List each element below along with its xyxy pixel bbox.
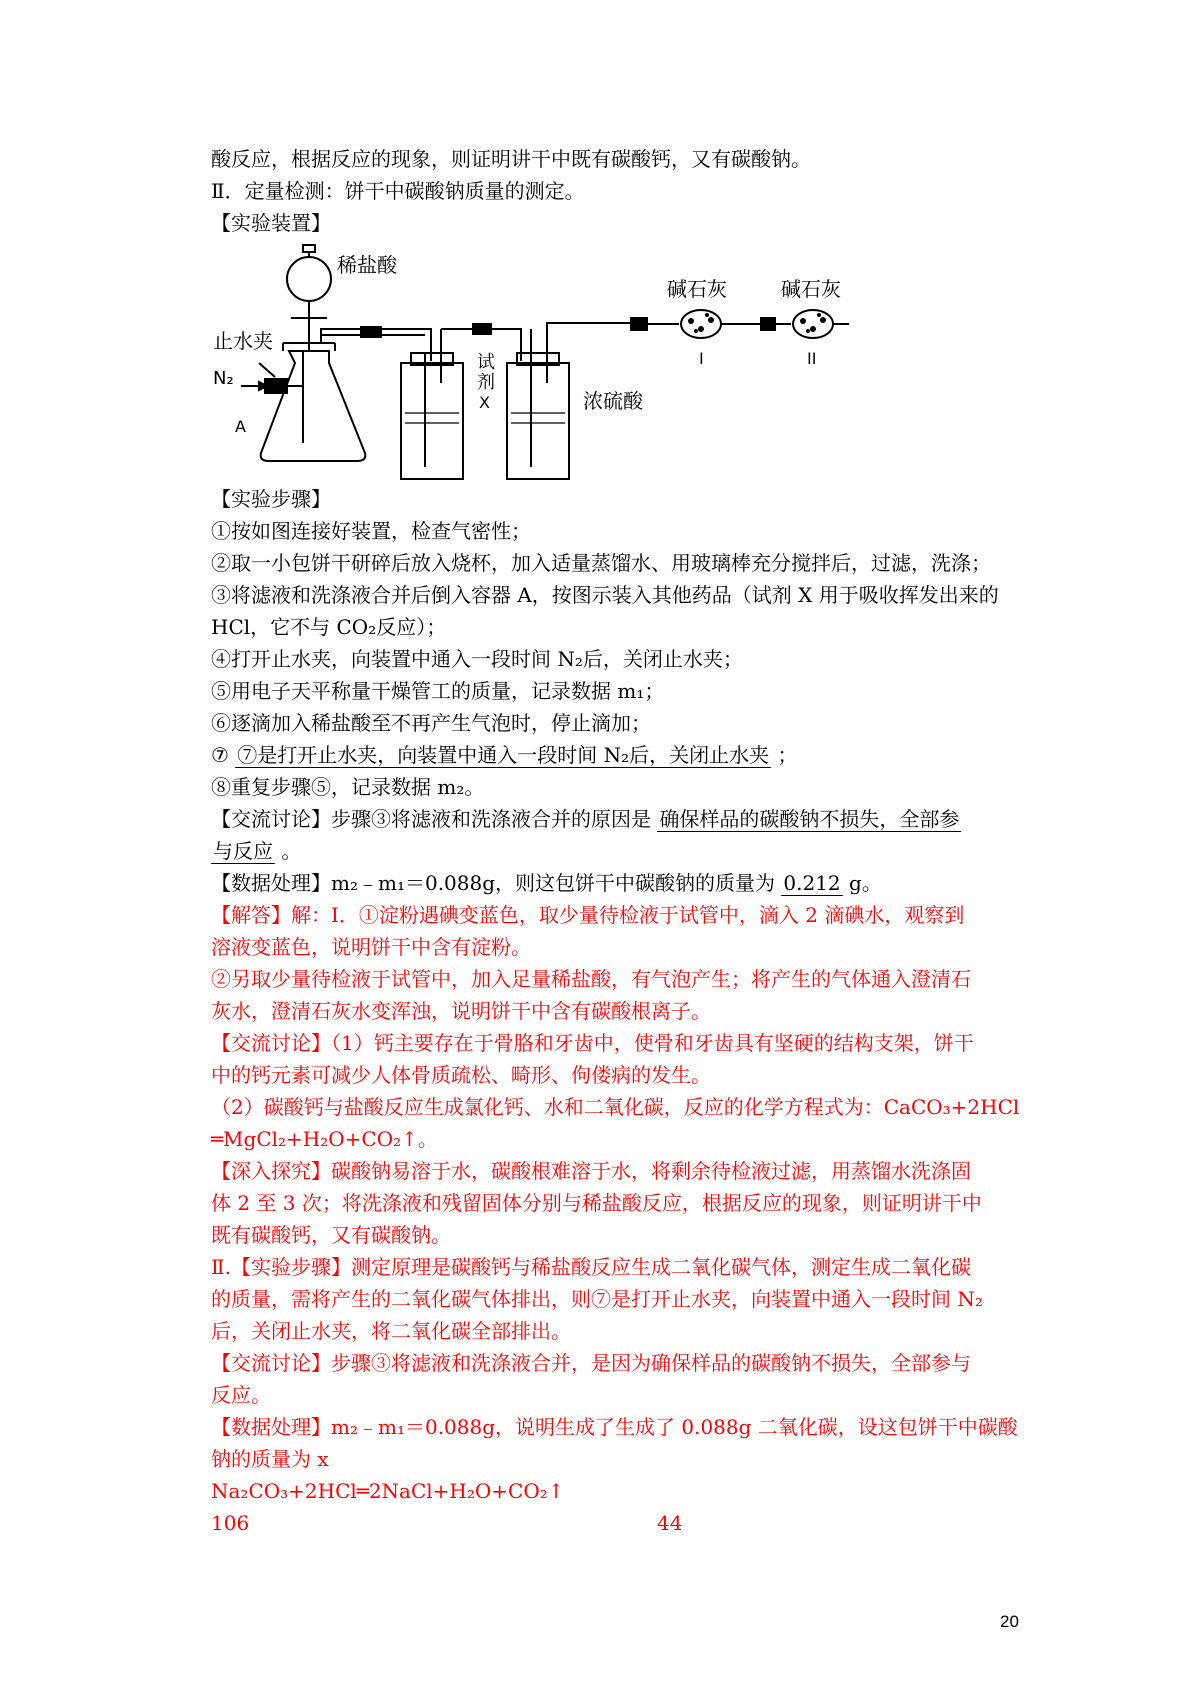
steps-heading: 【实验步骤】 (211, 487, 331, 511)
label-water-clamp: 止水夹 (213, 329, 273, 353)
label-reagent-x-2: 剂 (477, 372, 495, 393)
solution-block (211, 899, 1026, 1539)
solution-line: 的质量，需将产生的二氧化碳气体排出，则⑦是打开止水夹，向装置中通入一段时间 N₂ (211, 1287, 983, 1311)
step-7-suffix: ； (777, 743, 798, 767)
solution-line: 钠的质量为 x (211, 1447, 329, 1471)
label-reagent-x-3: X (479, 393, 490, 412)
solution-line: （2）碳酸钙与盐酸反应生成氯化钙、水和二氧化碳，反应的化学方程式为：CaCO₃+2HCl (211, 1095, 1020, 1119)
apparatus-drawing (211, 243, 851, 483)
step-3-line-1: ③将滤液和洗涤液合并后倒入容器 A，按图示装入其他药品（试剂 X 用于吸收挥发出来的 (211, 583, 999, 607)
label-tube-ii: II (807, 349, 817, 368)
step-2: ②取一小包饼干研碎后放入烧杯，加入适量蒸馏水、用玻璃棒充分搅拌后，过滤，洗涤； (211, 551, 991, 575)
discussion-answer-1: 确保样品的碳酸钠不损失，全部参 (659, 807, 960, 831)
bottle-h2so4 (507, 363, 569, 479)
solution-line: 灰水，澄清石灰水变浑浊，说明饼干中含有碳酸根离子。 (211, 999, 711, 1023)
solution-line: 【交流讨论】（1）钙主要存在于骨胳和牙齿中，使骨和牙齿具有坚硬的结构支架，饼干 (211, 1031, 974, 1055)
discussion-suffix: 。 (281, 839, 302, 863)
step-7 (211, 739, 1026, 771)
data-suffix: g。 (849, 871, 882, 895)
data-answer: 0.212 (783, 871, 841, 895)
step-1: ①按如图连接好装置，检查气密性； (211, 519, 531, 543)
page-content (211, 143, 1026, 1539)
solution-line: 【数据处理】m₂﹣m₁＝0.088g，说明生成了生成了 0.088g 二氧化碳，设这包饼干中碳酸 (211, 1415, 1018, 1439)
label-tube-i: I (699, 349, 704, 368)
solution-line: 既有碳酸钙，又有碳酸钠。 (211, 1223, 451, 1247)
label-soda-lime-2: 碱石灰 (781, 277, 841, 301)
section-title: Ⅱ．定量检测：饼干中碳酸钠质量的测定。 (211, 179, 585, 203)
discussion-line-1 (211, 803, 1026, 835)
discussion-line-2 (211, 835, 1026, 867)
apparatus-diagram (211, 243, 1026, 483)
solution-line: 【解答】解：Ⅰ．①淀粉遇碘变蓝色，取少量待检液于试管中，滴入 2 滴碘水，观察到 (211, 903, 965, 927)
molar-mass-co2: 44 (657, 1511, 683, 1535)
solution-line: ═MgCl₂+H₂O+CO₂↑。 (211, 1127, 438, 1151)
funnel-bulb (287, 257, 331, 301)
drying-tube-i (681, 310, 721, 338)
step-5: ⑤用电子天平称量干燥管工的质量，记录数据 m₁； (211, 679, 665, 703)
label-n2: N₂ (213, 368, 234, 389)
step-7-answer: ⑦是打开止水夹，向装置中通入一段时间 N₂后，关闭止水夹 (237, 743, 770, 767)
step-3-line-2: HCl，它不与 CO₂反应）； (211, 615, 447, 639)
solution-line: 【深入探究】碳酸钠易溶于水，碳酸根难溶于水，将剩余待检液过滤，用蒸馏水洗涤固 (211, 1159, 971, 1183)
solution-line: Ⅱ.【实验步骤】测定原理是碳酸钙与稀盐酸反应生成二氧化碳气体，测定生成二氧化碳 (211, 1255, 971, 1279)
molar-mass-na2co3: 106 (211, 1511, 250, 1535)
label-container-a: A (235, 417, 246, 436)
label-dilute-hcl: 稀盐酸 (337, 253, 397, 277)
step-4: ④打开止水夹，向装置中通入一段时间 N₂后，关闭止水夹； (211, 647, 743, 671)
step-8: ⑧重复步骤⑤，记录数据 m₂。 (211, 775, 485, 799)
bottle-reagent-x (401, 363, 463, 479)
solution-line: 后，关闭止水夹，将二氧化碳全部排出。 (211, 1319, 571, 1343)
discussion-prefix: 【交流讨论】步骤③将滤液和洗涤液合并的原因是 (211, 807, 651, 831)
label-soda-lime-1: 碱石灰 (667, 277, 727, 301)
solution-line: 体 2 至 3 次；将洗涤液和残留固体分别与稀盐酸反应，根据反应的现象，则证明讲干中 (211, 1191, 982, 1215)
chemical-equation: Na₂CO₃+2HCl═2NaCl+H₂O+CO₂↑ (211, 1479, 565, 1503)
page-number: 20 (1000, 1612, 1019, 1631)
solution-line: ②另取少量待检液于试管中，加入足量稀盐酸，有气泡产生；将产生的气体通入澄清石 (211, 967, 971, 991)
discussion-answer-2: 与反应 (213, 839, 273, 863)
text-line: 酸反应，根据反应的现象，则证明讲干中既有碳酸钙，又有碳酸钠。 (211, 147, 811, 171)
label-conc-h2so4: 浓硫酸 (583, 389, 643, 413)
step-6: ⑥逐滴加入稀盐酸至不再产生气泡时，停止滴加； (211, 711, 651, 735)
molar-mass-row (211, 1507, 1026, 1539)
solution-line: 反应。 (211, 1383, 271, 1407)
drying-tube-ii (793, 310, 833, 338)
section-heading: 【实验装置】 (211, 211, 331, 235)
data-processing (211, 867, 1026, 899)
data-prefix: 【数据处理】m₂﹣m₁＝0.088g，则这包饼干中碳酸钠的质量为 (211, 871, 776, 895)
label-reagent-x-1: 试 (477, 352, 495, 373)
flask-a (261, 351, 366, 461)
solution-line: 中的钙元素可减少人体骨质疏松、畸形、佝偻病的发生。 (211, 1063, 711, 1087)
solution-line: 【交流讨论】步骤③将滤液和洗涤液合并，是因为确保样品的碳酸钠不损失，全部参与 (211, 1351, 971, 1375)
solution-line: 溶液变蓝色，说明饼干中含有淀粉。 (211, 935, 531, 959)
step-7-prefix: ⑦ (211, 743, 229, 767)
